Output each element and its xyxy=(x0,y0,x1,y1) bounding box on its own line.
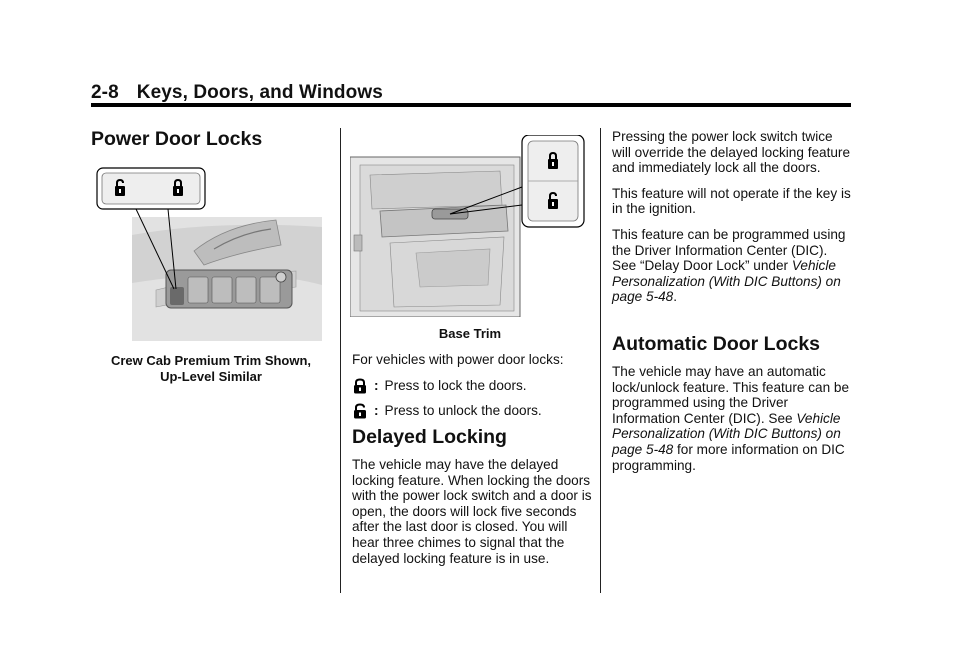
text: . xyxy=(673,289,678,305)
column-divider-2 xyxy=(600,128,601,593)
paragraph-automatic xyxy=(612,364,854,473)
paragraph-programmable xyxy=(612,227,854,305)
section-title: Keys, Doors, and Windows xyxy=(136,82,383,103)
paragraph-override: Pressing the power lock switch twice will override the delayed locking feature and immediately lock all the doors. xyxy=(612,129,851,176)
automatic-locks-body xyxy=(612,364,854,483)
lock-intro: For vehicles with power door locks: xyxy=(352,352,564,367)
figure-caption-premium xyxy=(91,353,331,385)
column-2-text xyxy=(352,352,592,428)
column-3-text xyxy=(612,129,854,315)
text: The vehicle may have an automatic lock/unlock feature. This feature can be programmed using the Driver Information Center (DIC). See xyxy=(612,364,850,426)
heading-delayed-locking: Delayed Locking xyxy=(352,426,507,448)
delayed-locking-body xyxy=(352,457,592,576)
page-reference-link[interactable]: Vehicle Personalization (With DIC Buttons) on page 5-48 xyxy=(612,410,841,457)
caption-line: Up-Level Similar xyxy=(160,369,262,384)
premium-trim-door-switch-illustration xyxy=(96,165,326,345)
page-reference-link[interactable]: Vehicle Personalization (With DIC Buttons) on page 5-48 xyxy=(612,258,841,305)
text: This feature can be programmed using the Driver Information Center (DIC). See “Delay Door Lock” under xyxy=(612,226,846,274)
figure-caption-base: Base Trim xyxy=(438,326,502,341)
lock-item xyxy=(352,378,592,394)
lock-closed-icon xyxy=(352,378,368,394)
heading-automatic-door-locks: Automatic Door Locks xyxy=(612,333,821,355)
lock-sep: : xyxy=(374,377,379,393)
paragraph-ignition: This feature will not operate if the key is in the ignition. xyxy=(612,185,851,217)
delayed-locking-paragraph: The vehicle may have the delayed locking feature. When locking the doors with the power lock switch and a door is open, the doors will lock five seconds after the last door is closed. You will hear three chimes to signal that the delayed locking feature is in use. xyxy=(352,457,592,566)
page-header xyxy=(91,82,383,104)
base-trim-door-switch-illustration xyxy=(350,135,590,317)
lock-open-icon xyxy=(352,403,368,419)
lock-item xyxy=(352,403,592,419)
page-number: 2-8 xyxy=(91,82,119,103)
lock-sep: : xyxy=(374,402,379,418)
column-divider-1 xyxy=(340,128,341,593)
lock-item-text: Press to unlock the doors. xyxy=(384,402,542,418)
header-rule xyxy=(91,103,851,107)
heading-power-door-locks: Power Door Locks xyxy=(91,128,263,150)
lock-item-text: Press to lock the doors. xyxy=(384,377,527,393)
text: for more information on DIC programming. xyxy=(612,441,845,473)
caption-line: Crew Cab Premium Trim Shown, xyxy=(110,353,312,368)
